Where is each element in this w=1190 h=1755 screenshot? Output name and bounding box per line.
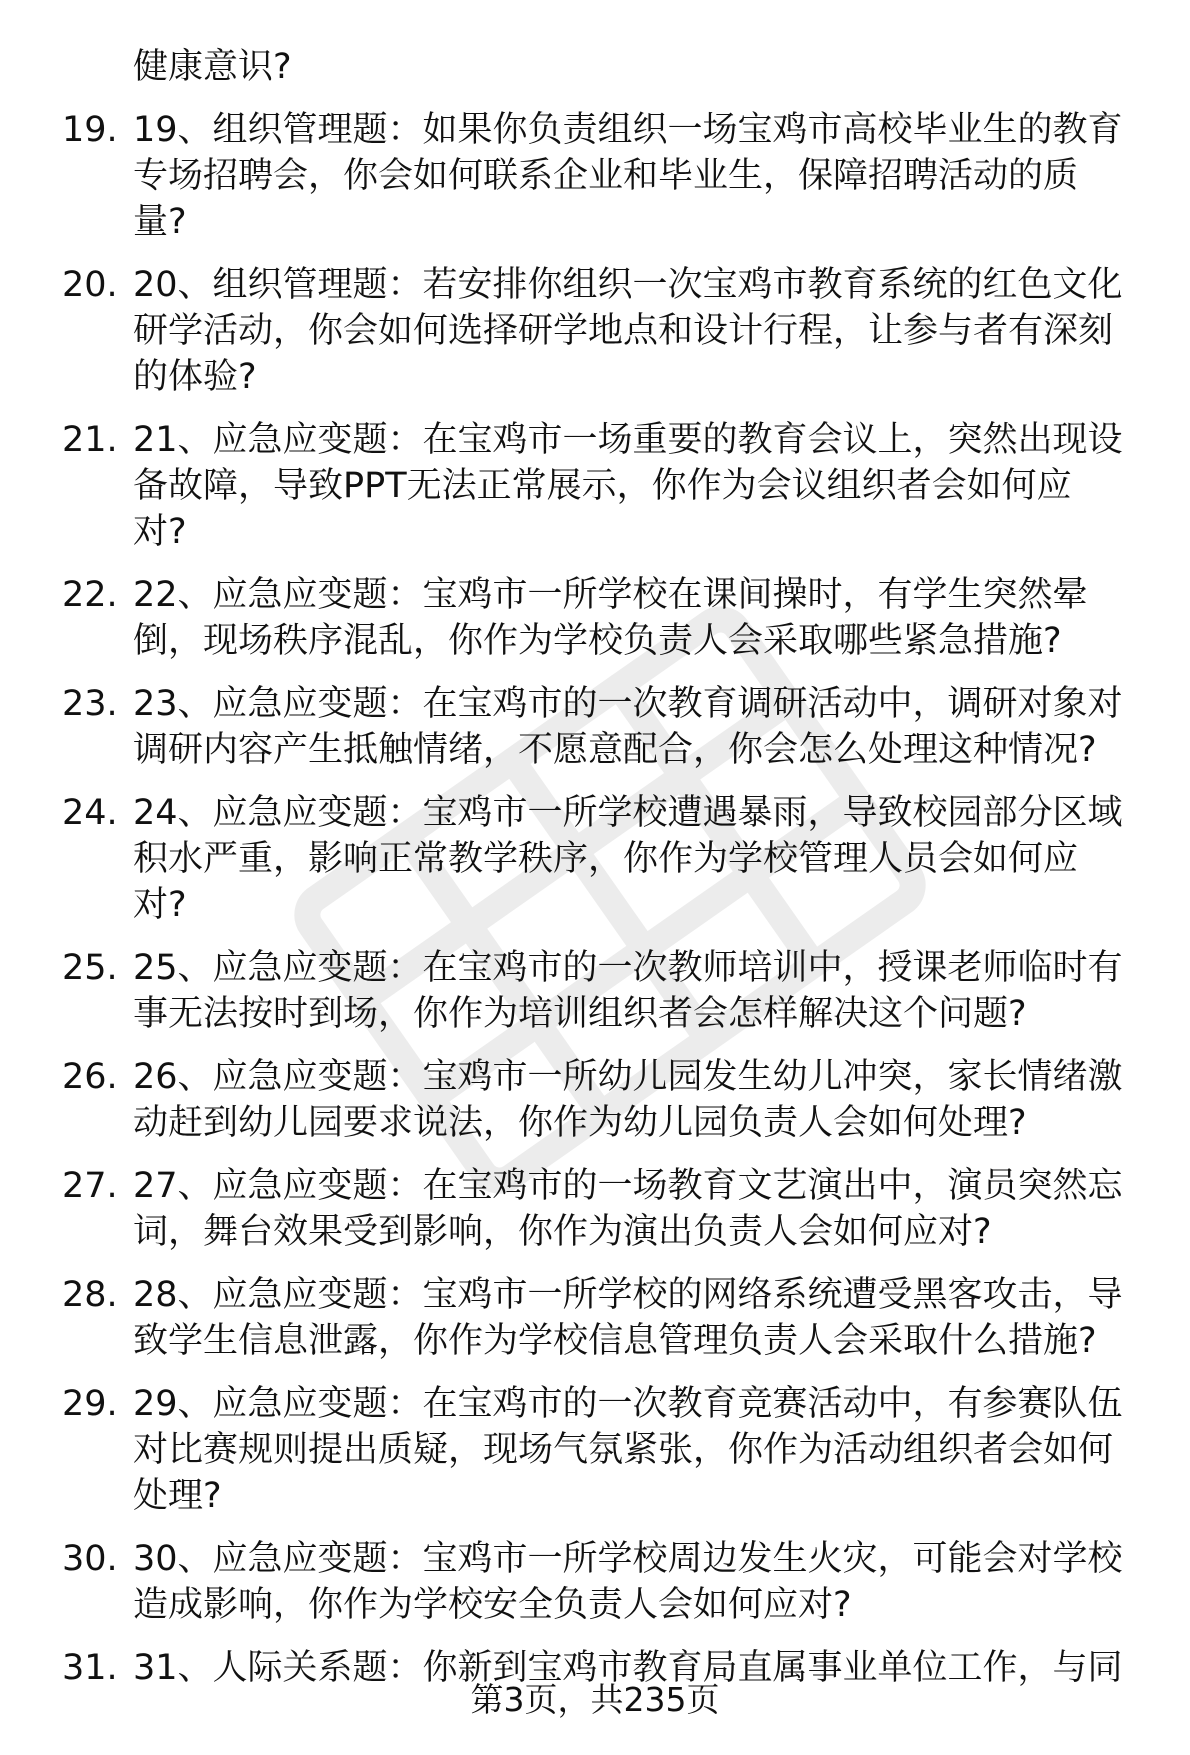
item-number: 31. xyxy=(62,1648,118,1688)
list-item xyxy=(62,681,1150,773)
item-text-line: 量? xyxy=(133,202,187,242)
item-text-line: 造成影响，你作为学校安全负责人会如何应对? xyxy=(133,1585,852,1625)
item-text xyxy=(133,945,1150,1037)
item-text-line: 对比赛规则提出质疑，现场气氛紧张，你作为活动组织者会如何 xyxy=(133,1430,1114,1470)
item-text-line: 20、组织管理题：若安排你组织一次宝鸡市教育系统的红色文化 xyxy=(133,265,1123,305)
item-text xyxy=(133,1054,1150,1146)
list-item xyxy=(62,417,1150,555)
item-text-line: 处理? xyxy=(133,1476,222,1516)
continued-line: 健康意识? xyxy=(133,47,292,87)
list-item xyxy=(62,572,1150,664)
list-item xyxy=(62,107,1150,245)
list-item xyxy=(62,262,1150,400)
item-number: 20. xyxy=(62,265,118,305)
list-item xyxy=(62,1536,1150,1628)
item-text xyxy=(133,1163,1150,1255)
item-number: 25. xyxy=(62,948,118,988)
item-text-line: 22、应急应变题：宝鸡市一所学校在课间操时，有学生突然晕 xyxy=(133,575,1088,615)
item-text-line: 对? xyxy=(133,885,187,925)
item-text-line: 词，舞台效果受到影响，你作为演出负责人会如何应对? xyxy=(133,1212,992,1252)
item-text-line: 24、应急应变题：宝鸡市一所学校遭遇暴雨，导致校园部分区域 xyxy=(133,793,1123,833)
item-text-line: 备故障，导致PPT无法正常展示，你作为会议组织者会如何应 xyxy=(133,466,1072,506)
item-text xyxy=(133,1272,1150,1364)
item-number: 30. xyxy=(62,1539,118,1579)
list-item xyxy=(62,1381,1150,1519)
item-text-line: 31、人际关系题：你新到宝鸡市教育局直属事业单位工作，与同 xyxy=(133,1648,1123,1688)
item-text-line: 25、应急应变题：在宝鸡市的一次教师培训中，授课老师临时有 xyxy=(133,948,1123,988)
item-number: 21. xyxy=(62,420,118,460)
item-number: 19. xyxy=(62,110,118,150)
item-number: 22. xyxy=(62,575,118,615)
item-text xyxy=(133,790,1150,928)
item-number: 28. xyxy=(62,1275,118,1315)
item-number: 23. xyxy=(62,684,118,724)
item-text-line: 23、应急应变题：在宝鸡市的一次教育调研活动中，调研对象对 xyxy=(133,684,1123,724)
item-text-line: 积水严重，影响正常教学秩序，你作为学校管理人员会如何应 xyxy=(133,839,1079,879)
item-number: 24. xyxy=(62,793,118,833)
item-text-line: 26、应急应变题：宝鸡市一所幼儿园发生幼儿冲突，家长情绪激 xyxy=(133,1057,1123,1097)
item-number: 26. xyxy=(62,1057,118,1097)
item-text-line: 21、应急应变题：在宝鸡市一场重要的教育会议上，突然出现设 xyxy=(133,420,1123,460)
item-text xyxy=(133,262,1150,400)
item-text-line: 致学生信息泄露，你作为学校信息管理负责人会采取什么措施? xyxy=(133,1321,1097,1361)
item-text-line: 30、应急应变题：宝鸡市一所学校周边发生火灾，可能会对学校 xyxy=(133,1539,1123,1579)
item-text-line: 对? xyxy=(133,512,187,552)
page-footer: 第3页，共235页 xyxy=(470,1680,720,1719)
item-text-line: 27、应急应变题：在宝鸡市的一场教育文艺演出中，演员突然忘 xyxy=(133,1166,1123,1206)
list-item xyxy=(62,1054,1150,1146)
list-item xyxy=(62,1163,1150,1255)
item-text xyxy=(133,417,1150,555)
item-text-line: 调研内容产生抵触情绪，不愿意配合，你会怎么处理这种情况? xyxy=(133,730,1097,770)
item-text-line: 研学活动，你会如何选择研学地点和设计行程，让参与者有深刻 xyxy=(133,311,1114,351)
list-item xyxy=(62,945,1150,1037)
list-item xyxy=(62,790,1150,928)
item-text-line: 倒，现场秩序混乱，你作为学校负责人会采取哪些紧急措施? xyxy=(133,621,1062,661)
item-text-line: 事无法按时到场，你作为培训组织者会怎样解决这个问题? xyxy=(133,994,1027,1034)
item-text-line: 的体验? xyxy=(133,357,257,397)
item-text xyxy=(133,572,1150,664)
list-item xyxy=(62,1272,1150,1364)
item-text xyxy=(133,681,1150,773)
item-text-line: 29、应急应变题：在宝鸡市的一次教育竞赛活动中，有参赛队伍 xyxy=(133,1384,1123,1424)
item-text xyxy=(133,1381,1150,1519)
item-number: 29. xyxy=(62,1384,118,1424)
item-text xyxy=(133,107,1150,245)
question-items xyxy=(62,107,1150,1691)
item-text xyxy=(133,1536,1150,1628)
item-text-line: 专场招聘会，你会如何联系企业和毕业生，保障招聘活动的质 xyxy=(133,156,1079,196)
item-text-line: 19、组织管理题：如果你负责组织一场宝鸡市高校毕业生的教育 xyxy=(133,110,1123,150)
item-number: 27. xyxy=(62,1166,118,1206)
item-text-line: 28、应急应变题：宝鸡市一所学校的网络系统遭受黑客攻击，导 xyxy=(133,1275,1123,1315)
item-text-line: 动赶到幼儿园要求说法，你作为幼儿园负责人会如何处理? xyxy=(133,1103,1027,1143)
